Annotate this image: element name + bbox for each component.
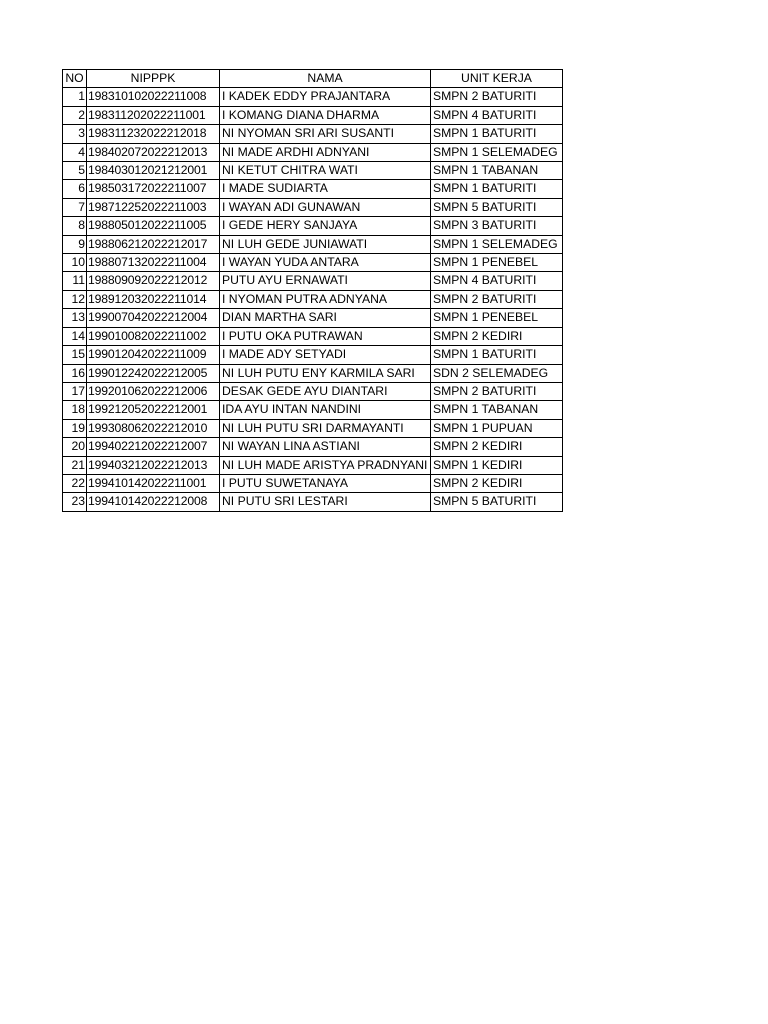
table-row (63, 254, 563, 272)
cell-nipppk: 199403212022212013 (87, 456, 220, 474)
table-row (63, 88, 563, 106)
cell-no: 2 (63, 106, 87, 124)
cell-unit-kerja: SMPN 1 KEDIRI (431, 456, 563, 474)
header-unit-kerja: UNIT KERJA (431, 70, 563, 88)
cell-nama: I NYOMAN PUTRA ADNYANA (220, 290, 431, 308)
cell-nama: I WAYAN YUDA ANTARA (220, 254, 431, 272)
cell-no: 13 (63, 309, 87, 327)
cell-no: 17 (63, 382, 87, 400)
table-row (63, 401, 563, 419)
cell-no: 11 (63, 272, 87, 290)
cell-nipppk: 198503172022211007 (87, 180, 220, 198)
table-row (63, 346, 563, 364)
table-row (63, 419, 563, 437)
cell-nama: NI KETUT CHITRA WATI (220, 162, 431, 180)
cell-nama: NI LUH PUTU SRI DARMAYANTI (220, 419, 431, 437)
cell-nipppk: 199201062022212006 (87, 382, 220, 400)
cell-unit-kerja: SMPN 2 BATURITI (431, 290, 563, 308)
cell-no: 19 (63, 419, 87, 437)
cell-unit-kerja: SMPN 5 BATURITI (431, 198, 563, 216)
cell-nipppk: 199012042022211009 (87, 346, 220, 364)
cell-nama: IDA AYU INTAN NANDINI (220, 401, 431, 419)
cell-no: 14 (63, 327, 87, 345)
cell-nama: I KADEK EDDY PRAJANTARA (220, 88, 431, 106)
cell-nama: NI PUTU SRI LESTARI (220, 493, 431, 511)
cell-nama: NI NYOMAN SRI ARI SUSANTI (220, 125, 431, 143)
table-row (63, 493, 563, 511)
table-row (63, 125, 563, 143)
cell-nama: I KOMANG DIANA DHARMA (220, 106, 431, 124)
cell-no: 10 (63, 254, 87, 272)
cell-nipppk: 199308062022212010 (87, 419, 220, 437)
cell-nipppk: 199402212022212007 (87, 438, 220, 456)
cell-nama: PUTU AYU ERNAWATI (220, 272, 431, 290)
cell-no: 3 (63, 125, 87, 143)
cell-nipppk: 199010082022211002 (87, 327, 220, 345)
header-no: NO (63, 70, 87, 88)
cell-no: 5 (63, 162, 87, 180)
cell-nipppk: 199007042022212004 (87, 309, 220, 327)
cell-no: 1 (63, 88, 87, 106)
table-row (63, 309, 563, 327)
cell-unit-kerja: SMPN 1 PENEBEL (431, 254, 563, 272)
table-row (63, 290, 563, 308)
cell-unit-kerja: SMPN 4 BATURITI (431, 106, 563, 124)
table-row (63, 217, 563, 235)
cell-nipppk: 198807132022211004 (87, 254, 220, 272)
cell-unit-kerja: SMPN 2 KEDIRI (431, 438, 563, 456)
cell-nama: I WAYAN ADI GUNAWAN (220, 198, 431, 216)
cell-unit-kerja: SMPN 1 SELEMADEG (431, 235, 563, 253)
cell-nama: NI LUH GEDE JUNIAWATI (220, 235, 431, 253)
cell-unit-kerja: SMPN 1 BATURITI (431, 125, 563, 143)
cell-unit-kerja: SMPN 1 SELEMADEG (431, 143, 563, 161)
cell-nipppk: 198912032022211014 (87, 290, 220, 308)
cell-nipppk: 198809092022212012 (87, 272, 220, 290)
table-row (63, 474, 563, 492)
cell-no: 7 (63, 198, 87, 216)
cell-unit-kerja: SMPN 1 TABANAN (431, 401, 563, 419)
cell-no: 23 (63, 493, 87, 511)
employee-table (62, 69, 563, 512)
cell-unit-kerja: SMPN 1 BATURITI (431, 180, 563, 198)
cell-nama: I GEDE HERY SANJAYA (220, 217, 431, 235)
table-header (63, 70, 563, 88)
cell-nipppk: 198403012021212001 (87, 162, 220, 180)
cell-nipppk: 198402072022212013 (87, 143, 220, 161)
table-row (63, 456, 563, 474)
cell-no: 15 (63, 346, 87, 364)
cell-nama: DESAK GEDE AYU DIANTARI (220, 382, 431, 400)
cell-nipppk: 199212052022212001 (87, 401, 220, 419)
table-row (63, 272, 563, 290)
table-row (63, 364, 563, 382)
cell-unit-kerja: SMPN 4 BATURITI (431, 272, 563, 290)
cell-nama: NI WAYAN LINA ASTIANI (220, 438, 431, 456)
cell-nama: NI MADE ARDHI ADNYANI (220, 143, 431, 161)
cell-nipppk: 198310102022211008 (87, 88, 220, 106)
cell-nama: I PUTU SUWETANAYA (220, 474, 431, 492)
cell-no: 12 (63, 290, 87, 308)
table-row (63, 162, 563, 180)
cell-nama: DIAN MARTHA SARI (220, 309, 431, 327)
table-row (63, 327, 563, 345)
cell-unit-kerja: SMPN 2 KEDIRI (431, 474, 563, 492)
document-sheet (62, 69, 563, 512)
cell-nama: I PUTU OKA PUTRAWAN (220, 327, 431, 345)
table-row (63, 382, 563, 400)
cell-no: 4 (63, 143, 87, 161)
cell-no: 9 (63, 235, 87, 253)
cell-unit-kerja: SMPN 5 BATURITI (431, 493, 563, 511)
cell-nipppk: 198805012022211005 (87, 217, 220, 235)
header-nama: NAMA (220, 70, 431, 88)
cell-unit-kerja: SMPN 3 BATURITI (431, 217, 563, 235)
cell-no: 22 (63, 474, 87, 492)
cell-nama: NI LUH MADE ARISTYA PRADNYANI (220, 456, 431, 474)
cell-no: 8 (63, 217, 87, 235)
cell-no: 6 (63, 180, 87, 198)
cell-unit-kerja: SMPN 1 PUPUAN (431, 419, 563, 437)
cell-unit-kerja: SMPN 2 BATURITI (431, 88, 563, 106)
cell-unit-kerja: SMPN 2 BATURITI (431, 382, 563, 400)
cell-unit-kerja: SDN 2 SELEMADEG (431, 364, 563, 382)
table-row (63, 235, 563, 253)
table-row (63, 438, 563, 456)
table-row (63, 143, 563, 161)
cell-nipppk: 199012242022212005 (87, 364, 220, 382)
table-body (63, 88, 563, 511)
cell-nipppk: 199410142022211001 (87, 474, 220, 492)
cell-unit-kerja: SMPN 2 KEDIRI (431, 327, 563, 345)
cell-nama: NI LUH PUTU ENY KARMILA SARI (220, 364, 431, 382)
cell-nipppk: 199410142022212008 (87, 493, 220, 511)
cell-no: 18 (63, 401, 87, 419)
table-row (63, 198, 563, 216)
header-row (63, 70, 563, 88)
cell-nama: I MADE ADY SETYADI (220, 346, 431, 364)
cell-nama: I MADE SUDIARTA (220, 180, 431, 198)
cell-nipppk: 198311202022211001 (87, 106, 220, 124)
table-row (63, 106, 563, 124)
cell-no: 20 (63, 438, 87, 456)
cell-no: 16 (63, 364, 87, 382)
cell-unit-kerja: SMPN 1 BATURITI (431, 346, 563, 364)
cell-nipppk: 198806212022212017 (87, 235, 220, 253)
cell-unit-kerja: SMPN 1 TABANAN (431, 162, 563, 180)
cell-no: 21 (63, 456, 87, 474)
header-nipppk: NIPPPK (87, 70, 220, 88)
cell-nipppk: 198311232022212018 (87, 125, 220, 143)
cell-nipppk: 198712252022211003 (87, 198, 220, 216)
table-row (63, 180, 563, 198)
cell-unit-kerja: SMPN 1 PENEBEL (431, 309, 563, 327)
